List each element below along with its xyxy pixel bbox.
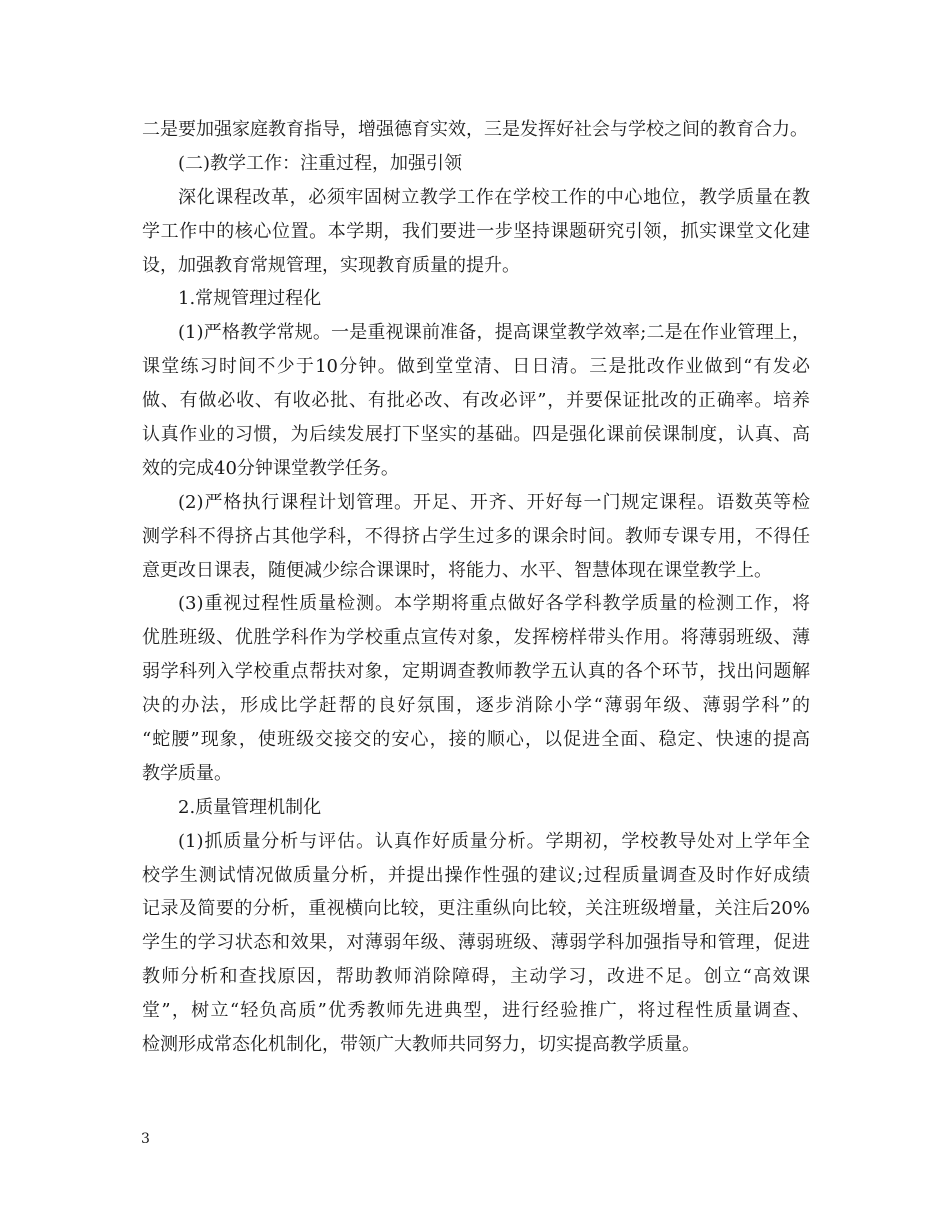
text-line: 记录及简要的分析，重视横向比较，更注重纵向比较，关注班级增量，关注后20% bbox=[142, 898, 810, 920]
text-line: 教师分析和查找原因，帮助教师消除障碍，主动学习，改进不足。创立“高效课 bbox=[142, 966, 810, 988]
text-line: 效的完成40分钟课堂教学任务。 bbox=[142, 457, 399, 479]
text-line: “蛇腰”现象，使班级交接交的安心，接的顺心，以促进全面、稳定、快速的提高 bbox=[142, 729, 810, 751]
text-line: 教学质量。 bbox=[142, 762, 232, 784]
text-line: 优胜班级、优胜学科作为学校重点宣传对象，发挥榜样带头作用。将薄弱班级、薄 bbox=[142, 627, 810, 649]
text-line: 课堂练习时间不少于10分钟。做到堂堂清、日日清。三是批改作业做到“有发必 bbox=[142, 356, 810, 378]
text-line: 堂”，树立“轻负高质”优秀教师先进典型，进行经验推广，将过程性质量调查、 bbox=[142, 1000, 810, 1022]
text-line: 测学科不得挤占其他学科，不得挤占学生过多的课余时间。教师专课专用，不得任 bbox=[142, 525, 810, 547]
text-line: (1)抓质量分析与评估。认真作好质量分析。学期初，学校教导处对上学年全 bbox=[178, 830, 810, 852]
document-body bbox=[142, 113, 810, 1062]
text-line: (3)重视过程性质量检测。本学期将重点做好各学科教学质量的检测工作，将 bbox=[178, 593, 810, 615]
text-line: 深化课程改革，必须牢固树立教学工作在学校工作的中心地位，教学质量在教 bbox=[178, 186, 810, 208]
text-line: 做、有做必收、有收必批、有批必改、有改必评”，并要保证批改的正确率。培养 bbox=[142, 390, 810, 412]
text-line: (1)严格教学常规。一是重视课前准备，提高课堂教学效率;二是在作业管理上， bbox=[178, 322, 810, 344]
text-line: 2.质量管理机制化 bbox=[178, 796, 322, 818]
text-line: 学生的学习状态和效果，对薄弱年级、薄弱班级、薄弱学科加强指导和管理，促进 bbox=[142, 932, 810, 954]
text-line: (二)教学工作：注重过程，加强引领 bbox=[178, 152, 463, 174]
text-line: 校学生测试情况做质量分析，并提出操作性强的建议;过程质量调查及时作好成绩 bbox=[142, 864, 810, 886]
page-number: 3 bbox=[141, 1131, 150, 1147]
text-line: 二是要加强家庭教育指导，增强德育实效，三是发挥好社会与学校之间的教育合力。 bbox=[142, 119, 808, 140]
text-line: 设，加强教育常规管理，实现教育质量的提升。 bbox=[142, 254, 520, 276]
text-line: 学工作中的核心位置。本学期，我们要进一步坚持课题研究引领，抓实课堂文化建 bbox=[142, 220, 810, 242]
text-line: (2)严格执行课程计划管理。开足、开齐、开好每一门规定课程。语数英等检 bbox=[178, 491, 810, 513]
text-line: 意更改日课表，随便减少综合课课时，将能力、水平、智慧体现在课堂教学上。 bbox=[142, 559, 772, 581]
text-line: 1.常规管理过程化 bbox=[178, 288, 322, 310]
text-line: 检测形成常态化机制化，带领广大教师共同努力，切实提高教学质量。 bbox=[142, 1034, 700, 1056]
text-line: 决的办法，形成比学赶帮的良好氛围，逐步消除小学“薄弱年级、薄弱学科”的 bbox=[142, 695, 810, 717]
text-line: 认真作业的习惯，为后续发展打下坚实的基础。四是强化课前侯课制度，认真、高 bbox=[142, 424, 810, 446]
text-line: 弱学科列入学校重点帮扶对象，定期调查教师教学五认真的各个环节，找出问题解 bbox=[142, 661, 810, 683]
